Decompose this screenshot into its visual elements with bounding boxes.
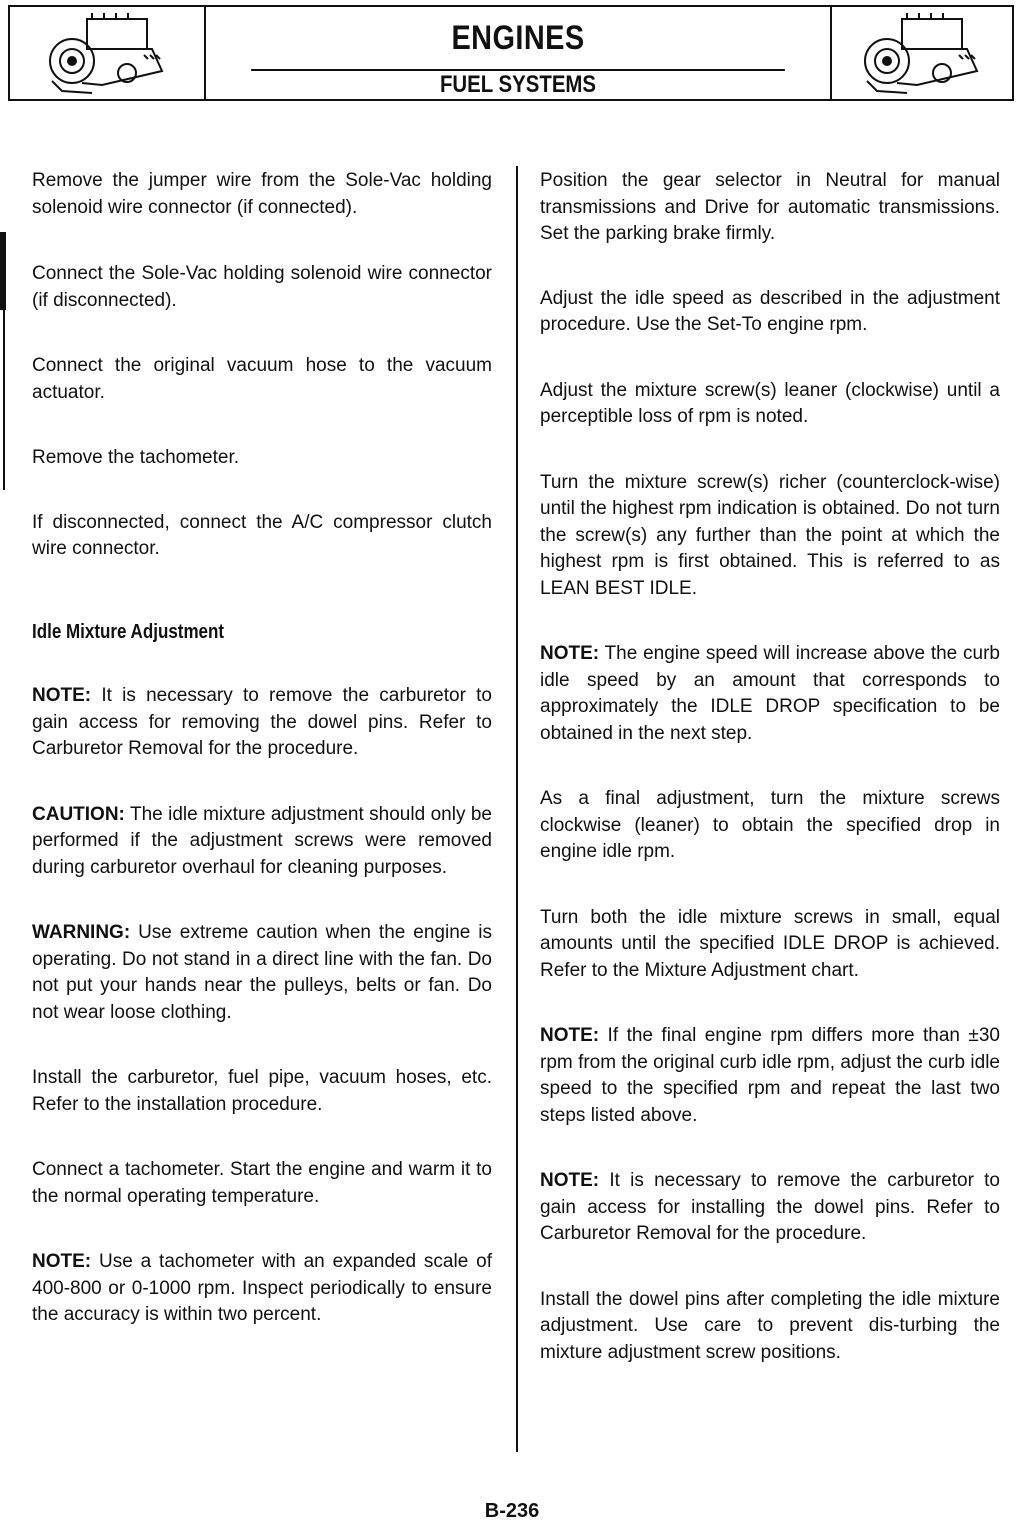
page-header: [8, 5, 1014, 101]
note-text: Use a tachometer with an expanded scale of 400-800 or 0-1000 rpm. Inspect periodically to ensure the accuracy is within two percent.: [32, 1251, 492, 1325]
note-paragraph: [32, 683, 492, 763]
caution-paragraph: [32, 802, 492, 882]
right-column: [540, 168, 1000, 1366]
note-label: NOTE:: [540, 643, 600, 664]
note-text: It is necessary to remove the carburetor to gain access for installing the dowel pins. Refer to Carburetor Removal for the procedure.: [540, 1170, 1000, 1244]
header-logo-left: [10, 7, 206, 99]
note-paragraph: [540, 1023, 1000, 1129]
warning-label: WARNING:: [32, 922, 131, 943]
page-number: B-236: [484, 1500, 540, 1522]
paragraph: Adjust the idle speed as described in the adjustment procedure. Use the Set-To engine rpm.: [540, 287, 1000, 335]
note-text: If the final engine rpm differs more than ±30 rpm from the original curb idle rpm, adjust the curb idle speed to the specified rpm and repeat the last two steps listed above.: [540, 1025, 1000, 1126]
paragraph: Install the dowel pins after completing the idle mixture adjustment. Use care to prevent dis-turbing the mixture adjustment screw positions.: [540, 1288, 1000, 1363]
note-label: NOTE:: [32, 1251, 92, 1272]
paragraph: Turn the mixture screw(s) richer (counterclock-wise) until the highest rpm indication is obtained. Do not turn the screw(s) any further than the point at which the highest rpm is first obtained. This is referred to as LEAN BEST IDLE.: [540, 471, 1000, 599]
paragraph: Connect the Sole-Vac holding solenoid wire connector (if disconnected).: [32, 263, 492, 311]
paragraph: If disconnected, connect the A/C compressor clutch wire connector.: [32, 511, 492, 559]
paragraph: Adjust the mixture screw(s) leaner (clockwise) until a perceptible loss of rpm is noted.: [540, 379, 1000, 427]
paragraph: As a final adjustment, turn the mixture screws clockwise (leaner) to obtain the specified drop in engine idle rpm.: [540, 788, 1000, 862]
note-text: It is necessary to remove the carburetor to gain access for removing the dowel pins. Refer to Carburetor Removal for the procedure.: [32, 685, 492, 759]
note-label: NOTE:: [540, 1025, 600, 1046]
warning-paragraph: [32, 920, 492, 1026]
paragraph: Remove the tachometer.: [32, 447, 239, 468]
revision-line: [3, 310, 5, 490]
note-paragraph: [32, 1249, 492, 1329]
note-label: NOTE:: [540, 1170, 600, 1191]
note-label: NOTE:: [32, 685, 92, 706]
section-heading: Idle Mixture Adjustment: [32, 620, 225, 643]
note-paragraph: [540, 641, 1000, 747]
column-divider: [516, 166, 518, 1452]
caution-label: CAUTION:: [32, 803, 125, 825]
paragraph: Position the gear selector in Neutral for manual transmissions and Drive for automatic transmissions. Set the parking brake firmly.: [540, 170, 1000, 244]
paragraph: Connect the original vacuum hose to the vacuum actuator.: [32, 355, 492, 403]
page-title: ENGINES: [251, 7, 785, 71]
header-logo-right: [830, 7, 1012, 99]
paragraph: Connect a tachometer. Start the engine and warm it to the normal operating temperature.: [32, 1159, 492, 1207]
engine-icon: [32, 11, 182, 95]
page-subtitle: FUEL SYSTEMS: [439, 71, 597, 98]
note-text: The engine speed will increase above the curb idle speed by an amount that corresponds to approximately the IDLE DROP specification to be obtained in the next step.: [540, 643, 1000, 744]
engine-icon: [847, 11, 997, 95]
paragraph: Install the carburetor, fuel pipe, vacuum hoses, etc. Refer to the installation procedure.: [32, 1067, 492, 1115]
note-paragraph: [540, 1168, 1000, 1248]
left-column: [32, 168, 492, 1329]
paragraph: Turn both the idle mixture screws in small, equal amounts until the specified IDLE DROP is achieved. Refer to the Mixture Adjustment chart.: [540, 906, 1000, 981]
revision-bar: [0, 232, 6, 310]
paragraph: Remove the jumper wire from the Sole-Vac holding solenoid wire connector (if connected).: [32, 170, 492, 218]
caution-text: The idle mixture adjustment should only be performed if the adjustment screws were removed during carburetor overhaul for cleaning purposes.: [32, 803, 492, 878]
warning-text: Use extreme caution when the engine is operating. Do not stand in a direct line with the fan. Do not put your hands near the pulleys, belts or fan. Do not wear loose clothing.: [32, 922, 492, 1023]
